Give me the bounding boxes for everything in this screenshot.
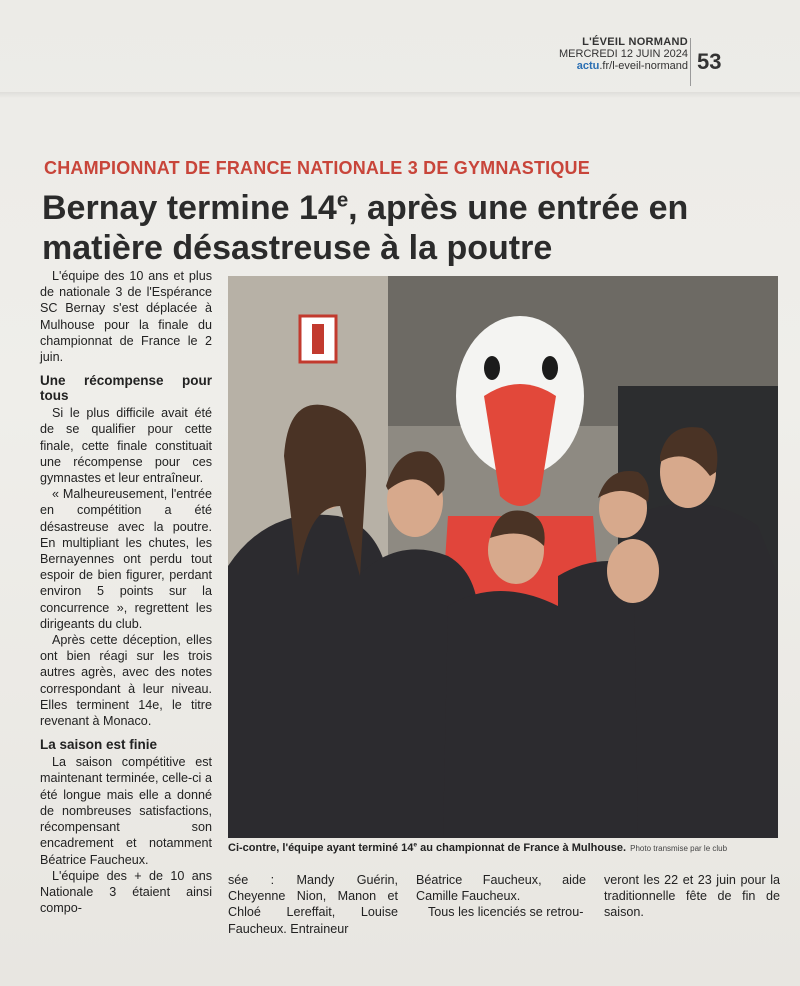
caption-part-b: au championnat de France à Mulhouse. xyxy=(417,842,627,854)
section-heading-1: Une récompense pour tous xyxy=(40,373,212,404)
article-kicker: CHAMPIONNAT DE FRANCE NATIONALE 3 DE GYMNASTIQUE xyxy=(44,158,590,178)
page-fold xyxy=(0,92,800,98)
photo-caption xyxy=(228,842,788,854)
website-rest: .fr/l-eveil-normand xyxy=(599,60,688,72)
team-photo-illustration xyxy=(228,276,778,838)
article-column-1 xyxy=(40,268,212,916)
bottom-column-3-text-b: Tous les licenciés se retrou- xyxy=(428,905,584,920)
headline-part-a: Bernay termine 14 xyxy=(42,189,337,227)
headline-superscript: e xyxy=(336,189,349,212)
article-headline xyxy=(42,188,722,268)
headline-part-b: , après une entrée en matière désastreuse à la poutre xyxy=(42,189,689,267)
caption-part-a: Ci-contre, l'équipe ayant terminé 14 xyxy=(228,842,414,854)
article-column-3 xyxy=(416,872,586,921)
bottom-column-3-text-a: Béatrice Faucheux, aide Camille Faucheux. xyxy=(416,873,586,904)
section-heading-2: La saison est finie xyxy=(40,737,158,753)
paragraph-5: L'équipe des + de 10 ans Nationale 3 étaient ainsi compo- xyxy=(40,868,212,916)
page-number: 53 xyxy=(690,38,741,86)
paragraph-1: Si le plus difficile avait été de se qualifier pour cette finale, cette finale constituait une récompense pour ces gymnastes et leur entraîneur. xyxy=(40,406,212,486)
caption-superscript: e xyxy=(413,841,418,849)
intro-paragraph: L'équipe des 10 ans et plus de nationale 3 de l'Espérance SC Bernay s'est déplacée à Mulhouse pour la finale du championnat de France le 2 juin. xyxy=(40,269,212,365)
photo-credit: Photo transmise par le club xyxy=(630,844,728,853)
caption-text xyxy=(228,842,626,854)
paragraph-3: Après cette déception, elles ont bien réagi sur les trois autres agrès, avec des notes correspondant à leur niveau. Elles terminent 14e, le titre revenant à Monaco. xyxy=(40,633,212,729)
article-column-2 xyxy=(228,872,398,937)
bottom-column-4-text: veront les 22 et 23 juin pour la traditionnelle fête de fin de saison. xyxy=(604,873,780,920)
article-column-4 xyxy=(604,872,780,921)
masthead xyxy=(559,36,688,72)
bottom-column-2-text: sée : Mandy Guérin, Cheyenne Nion, Manon et Chloé Lereffait, Louise Faucheux. Entraineur xyxy=(228,873,398,936)
paragraph-2: « Malheureusement, l'entrée en compétition a été désastreuse avec la poutre. En multipliant les chutes, les Bernayennes ont perdu tout espoir de bien figurer, perdant environ 5 points sur la concurrence », regrettent les dirigeants du club. xyxy=(40,487,212,631)
newspaper-name: L'ÉVEIL NORMAND xyxy=(582,36,688,48)
website xyxy=(559,60,688,72)
paragraph-4: La saison compétitive est maintenant terminée, celle-ci a été longue mais elle a donné de nombreuses satisfactions, récompensant son encadrement et notamment Béatrice Faucheux. xyxy=(40,755,212,867)
website-bold: actu xyxy=(576,60,600,72)
team-photo xyxy=(228,276,778,838)
issue-date: MERCREDI 12 JUIN 2024 xyxy=(559,48,688,60)
